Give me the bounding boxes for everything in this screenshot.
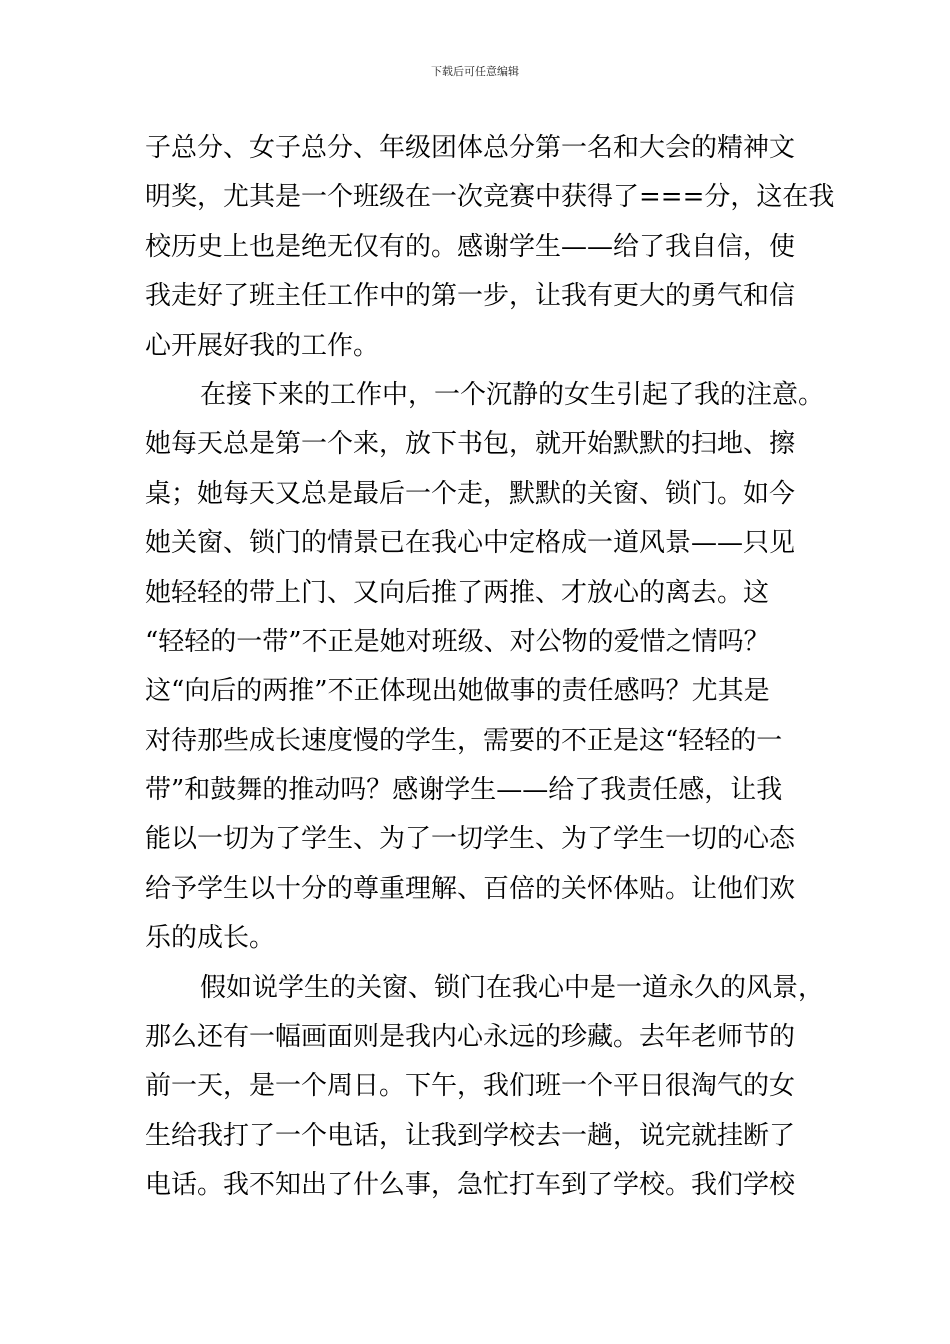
text-line: 前一天，是一个周日。下午，我们班一个平日很淘气的女: [145, 1071, 796, 1102]
text-line: “轻轻的一带”不正是她对班级、对公物的爱惜之情吗？: [145, 626, 770, 657]
text-line: 这“向后的两推”不正体现出她做事的责任感吗？尤其是: [145, 676, 770, 707]
text-line: 对待那些成长速度慢的学生，需要的不正是这“轻轻的一: [145, 725, 783, 756]
text-line: 她轻轻的带上门、又向后推了两推、才放心的离去。这: [145, 577, 770, 608]
text-line: 带”和鼓舞的推动吗？感谢学生——给了我责任感，让我: [145, 775, 783, 806]
text-line: 明奖，尤其是一个班级在一次竞赛中获得了===分，这在我: [145, 182, 835, 213]
text-line: 她关窗、锁门的情景已在我心中定格成一道风景——只见: [145, 528, 796, 559]
text-line: 那么还有一幅画面则是我内心永远的珍藏。去年老师节的: [145, 1022, 796, 1053]
text-line: 能以一切为了学生、为了一切学生、为了学生一切的心态: [145, 824, 796, 855]
text-line: 桌；她每天又总是最后一个走，默默的关窗、锁门。如今: [145, 478, 796, 509]
document-body: [145, 124, 835, 1211]
text-line: 电话。我不知出了什么事，急忙打车到了学校。我们学校: [145, 1170, 796, 1201]
text-line: 乐的成长。: [145, 923, 276, 954]
paragraph-first-line: 假如说学生的关窗、锁门在我心中是一道永久的风景，: [200, 972, 825, 1003]
text-line: 她每天总是第一个来，放下书包，就开始默默的扫地、擦: [145, 429, 796, 460]
page-header: 下载后可任意编辑: [431, 65, 519, 78]
text-line: 子总分、女子总分、年级团体总分第一名和大会的精神文: [145, 133, 796, 163]
text-line: 我走好了班主任工作中的第一步，让我有更大的勇气和信: [145, 281, 796, 312]
text-line: 生给我打了一个电话，让我到学校去一趟，说完就挂断了: [145, 1120, 796, 1151]
text-line: 给予学生以十分的尊重理解、百倍的关怀体贴。让他们欢: [145, 873, 796, 904]
paragraph-first-line: 在接下来的工作中，一个沉静的女生引起了我的注意。: [200, 379, 825, 410]
text-line: 心开展好我的工作。: [145, 330, 380, 361]
text-line: 校历史上也是绝无仅有的。感谢学生——给了我自信，使: [145, 231, 796, 262]
